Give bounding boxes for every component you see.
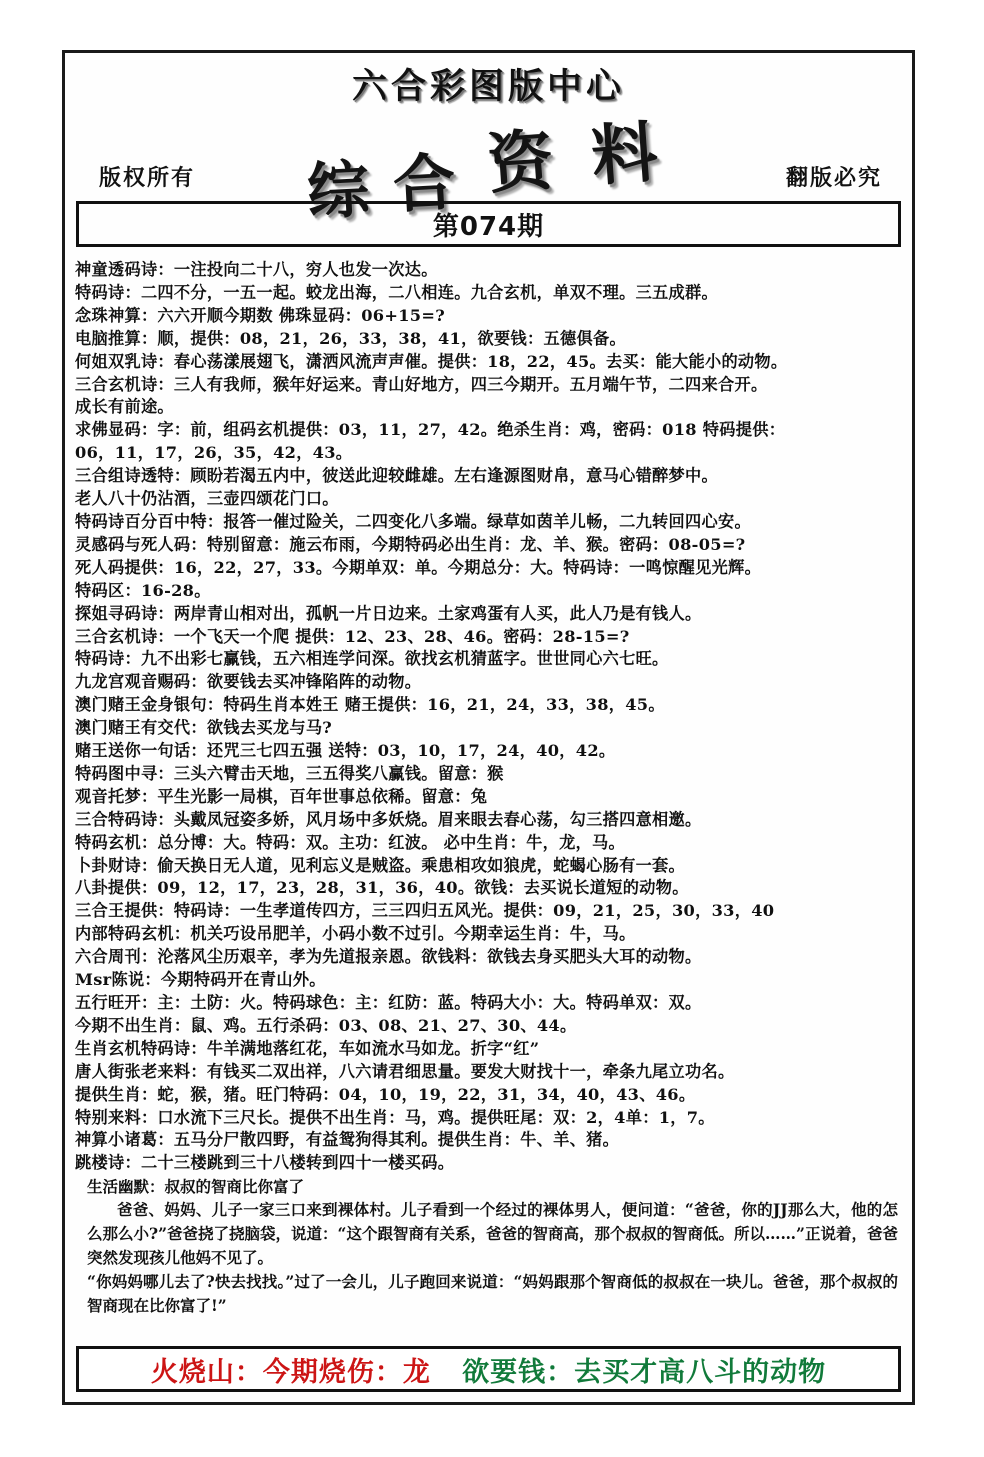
logo-char-3: 资 xyxy=(484,120,557,204)
forecast-line: 观音托梦：平生光影一局棋，百年世事总依稀。留意：兔 xyxy=(75,786,488,806)
forecast-line: 老人八十仍沾酒，三壶四颂花门口。 xyxy=(75,489,339,509)
forecast-line: Msr陈说：今期特码开在青山外。 xyxy=(75,970,326,990)
joke-paragraph: “你妈妈哪儿去了?快去找找。”过了一会儿，儿子跑回来说道：“妈妈跟那个智商低的叔叔在一块儿。爸爸，那个叔叔的智商现在比你富了!” xyxy=(87,1272,898,1316)
forecast-line: 澳门赌王金身银句：特码生肖本姓王 赌王提供：16，21，24，33，38，45。 xyxy=(75,695,665,715)
forecast-line: 内部特码玄机：机关巧设吊肥羊，小码小数不过引。今期幸运生肖：牛，马。 xyxy=(75,924,636,944)
forecast-line: 何姐双乳诗：春心荡漾展翅飞，潇洒风流声声催。提供：18，22，45。去买：能大能小的动物。 xyxy=(75,351,788,371)
forecast-line: 卜卦财诗：偷天换日无人道，见利忘义是贼盗。乘患相攻如狼虎，蛇蝎心肠有一套。 xyxy=(75,855,686,875)
forecast-line: 成长有前途。 xyxy=(75,397,174,417)
forecast-line: 跳楼诗：二十三楼跳到三十八楼转到四十一楼买码。 xyxy=(75,1153,455,1173)
forecast-line: 三合组诗透特：顾盼若渴五内中，彼送此迎较雌雄。左右逢源图财帛，意马心错醉梦中。 xyxy=(75,466,719,486)
forecast-line: 九龙宫观音赐码：欲要钱去买冲锋陷阵的动物。 xyxy=(75,672,422,692)
forecast-line: 电脑推算：顺，提供：08，21，26，33，38，41，欲要钱：五德俱备。 xyxy=(75,328,626,348)
forecast-line: 生肖玄机特码诗：牛羊满地落红花，车如流水马如龙。折字“红” xyxy=(75,1038,540,1058)
footer-green-text: 欲要钱：去买才高八斗的动物 xyxy=(462,1356,827,1388)
forecast-line: 特码图中寻：三头六臂击天地，三五得奖八赢钱。留意：猴 xyxy=(75,763,504,783)
forecast-line: 三合玄机诗：三人有我师，猴年好运来。青山好地方，四三今期开。五月端午节，二四来合开。 xyxy=(75,374,768,394)
forecast-line: 特码区：16-28。 xyxy=(75,580,211,600)
forecast-line: 八卦提供：09，12，17，23，28，31，36，40。欲钱：去买说长道短的动物。 xyxy=(75,878,689,898)
forecast-line: 提供生肖：蛇，猴，猪。旺门特码：04，10，19，22，31，34，40，43、46。 xyxy=(75,1084,696,1104)
joke-title: 生活幽默：叔叔的智商比你富了 xyxy=(87,1177,305,1197)
forecast-line: 特码诗百分百中特：报答一催过险关，二四变化八多端。绿草如茵羊儿畅，二九转回四心安。 xyxy=(75,511,751,531)
forecast-line: 特码诗：九不出彩七赢钱，五六相连学问深。欲找玄机猜蓝字。世世同心六七旺。 xyxy=(75,649,669,669)
forecast-line: 赌王送你一句话：还咒三七四五强 送特：03，10，17，24，40，42。 xyxy=(75,741,616,761)
logo-char-1: 综 xyxy=(305,152,372,229)
forecast-line: 灵感码与死人码：特别留意：施云布雨，今期特码必出生肖：龙、羊、猴。密码：08-05=? xyxy=(75,534,746,554)
logo-char-4: 料 xyxy=(588,112,661,196)
forecast-line: 今期不出生肖：鼠、鸡。五行杀码：03、08、21、27、30、44。 xyxy=(75,1015,577,1035)
forecast-line: 探姐寻码诗：两岸青山相对出，孤帆一片日边来。土家鸡蛋有人买，此人乃是有钱人。 xyxy=(75,603,702,623)
forecast-line-list xyxy=(75,259,902,1175)
brand-title: 六合彩图版中心 xyxy=(351,66,625,107)
forecast-line: 三合玄机诗：一个飞天一个爬 提供：12、23、28、46。密码：28-15=? xyxy=(75,626,630,646)
forecast-line: 06，11，17，26，35，42，43。 xyxy=(75,443,353,463)
copyright-right-label: 翻版必究 xyxy=(785,165,882,191)
forecast-line: 唐人街张老来料：有钱买二双出祥，八六请君细思量。要发大财找十一，牵条九尾立功名。 xyxy=(75,1061,735,1081)
forecast-line: 特码玄机：总分博：大。特码：双。主功：红波。 必中生肖：牛，龙，马。 xyxy=(75,832,626,852)
footer-banner xyxy=(76,1346,901,1392)
forecast-line: 神童透码诗：一注投向二十八，穷人也发一次达。 xyxy=(75,260,438,279)
forecast-line: 特别来料：口水流下三尺长。提供不出生肖：马，鸡。提供旺尾：双：2，4单：1，7。 xyxy=(75,1107,715,1127)
forecast-line: 六合周刊：沦落风尘历艰辛，孝为先道报亲恩。欲钱料：欲钱去身买肥头大耳的动物。 xyxy=(75,947,702,967)
forecast-line: 死人码提供：16，22，27，33。今期单双：单。今期总分：大。特码诗：一鸣惊醒见光辉。 xyxy=(75,557,762,577)
footer-red-text: 火烧山：今期烧伤：龙 xyxy=(150,1356,431,1388)
footer-text xyxy=(151,1350,826,1389)
copyright-left-label: 版权所有 xyxy=(99,165,196,191)
forecast-line: 神算小诸葛：五马分尸散四野，有益鸳狗得其利。提供生肖：牛、羊、猪。 xyxy=(75,1130,620,1150)
forecast-line: 澳门赌王有交代：欲钱去买龙与马? xyxy=(75,718,333,738)
forecast-line: 念珠神算：六六开顺今期数 佛珠显码：06+15=? xyxy=(75,305,445,325)
issue-number-box xyxy=(76,201,901,247)
forecast-line: 求佛显码：字：前，组码玄机提供：03，11，27，42。绝杀生肖：鸡，密码：018 特码提供： xyxy=(75,420,786,440)
forecast-line: 特码诗：二四不分，一五一起。蛟龙出海，二八相连。九合玄机，单双不理。三五成群。 xyxy=(75,282,719,302)
poster-page xyxy=(62,50,915,1405)
joke-body xyxy=(75,1198,902,1318)
logo-char-2: 合 xyxy=(391,145,458,222)
forecast-line: 三合特码诗：头戴凤冠姿多娇，风月场中多妖烧。眉来眼去春心荡，勾三搭四意相邀。 xyxy=(75,809,702,829)
forecast-line: 五行旺开：主：土防：火。特码球色：主：红防：蓝。特码大小：大。特码单双：双。 xyxy=(75,993,702,1012)
forecast-line: 三合王提供：特码诗：一生孝道传四方，三三四归五风光。提供：09，21，25，30，33，40 xyxy=(75,901,775,921)
issue-number-label: 第074期 xyxy=(432,211,545,242)
joke-paragraph: 爸爸、妈妈、儿子一家三口来到裸体村。儿子看到一个经过的裸体男人，便问道：“爸爸，你的JJ那么大，他的怎么那么小?”爸爸挠了挠脑袋，说道：“这个跟智商有关系，爸爸的智商高，那个叔叔的智商低。所以……”正说着，爸爸突然发现孩儿他妈不见了。 xyxy=(87,1200,898,1268)
content-body xyxy=(75,259,902,1345)
